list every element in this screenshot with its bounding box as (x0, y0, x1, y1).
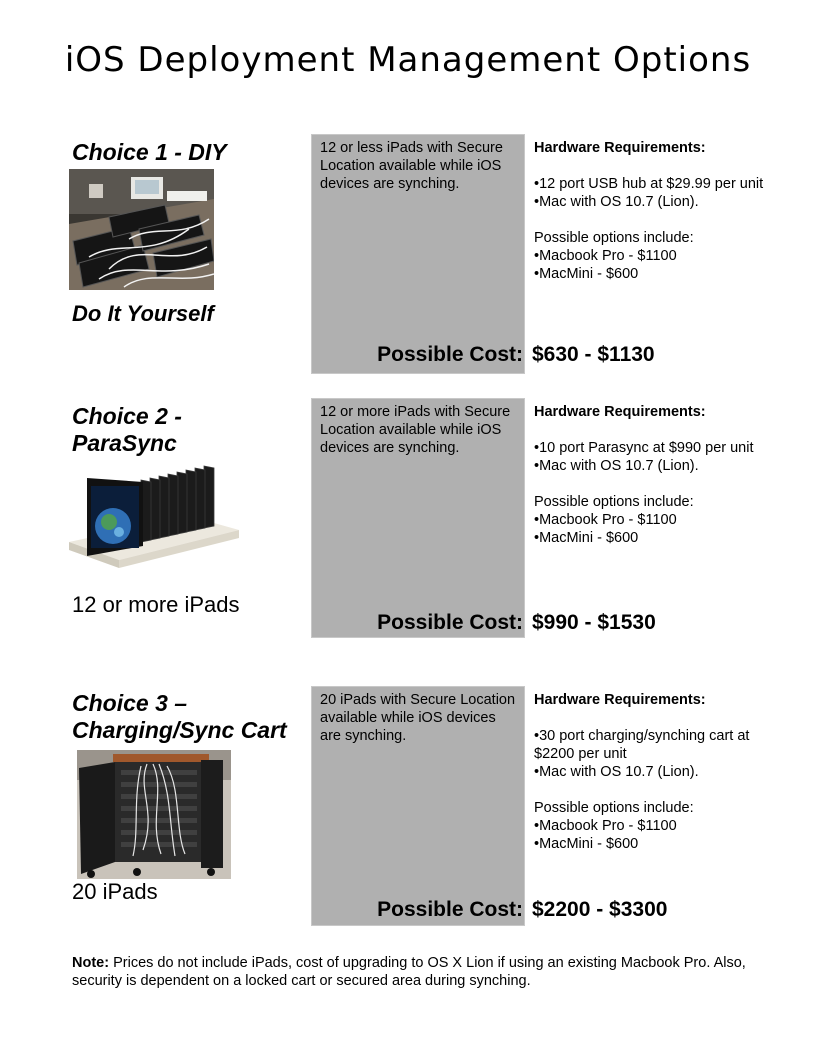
choice-2-description: 12 or more iPads with Secure Location available while iOS devices are synching. (320, 404, 511, 456)
options-label: Possible options include: (534, 800, 694, 816)
cost-label: Possible Cost: (377, 343, 523, 366)
hardware-item: •Mac with OS 10.7 (Lion). (534, 194, 699, 210)
options-label: Possible options include: (534, 230, 694, 246)
cost-label: Possible Cost: (377, 898, 523, 921)
choice-1-cost: $630 - $1130 (532, 343, 655, 366)
hardware-header: Hardware Requirements: (534, 404, 706, 420)
choice-3-cost: $2200 - $3300 (532, 898, 668, 921)
option-item: •MacMini - $600 (534, 266, 639, 282)
parasync-photo (69, 460, 239, 568)
hardware-header: Hardware Requirements: (534, 692, 706, 708)
choice-2-description-box (311, 398, 525, 638)
choice-3-title: Choice 3 – Charging/Sync Cart (72, 690, 287, 743)
option-item: •MacMini - $600 (534, 836, 639, 852)
choice-2-subtitle: 12 or more iPads (72, 592, 240, 617)
page-title: iOS Deployment Management Options (64, 40, 752, 80)
choice-1-description-box (311, 134, 525, 374)
cost-label: Possible Cost: (377, 611, 523, 634)
option-item: •Macbook Pro - $1100 (534, 512, 677, 528)
choice-2-cost: $990 - $1530 (532, 611, 656, 634)
choice-2-title: Choice 2 - ParaSync (72, 403, 182, 456)
hardware-item: •10 port Parasync at $990 per unit (534, 440, 754, 456)
hardware-item: •Mac with OS 10.7 (Lion). (534, 764, 699, 780)
hardware-item: •30 port charging/synching cart at $2200 per unit (534, 728, 750, 762)
note-label: Note: (72, 955, 110, 971)
diy-ipads-photo (69, 169, 214, 290)
note-text: Prices do not include iPads, cost of upgrading to OS X Lion if using an existing Macbook Pro. Also, security is dependent on a locked cart or secured area during synching. (72, 955, 746, 989)
choice-1-title: Choice 1 - DIY (72, 139, 227, 165)
choice-1-subtitle: Do It Yourself (72, 301, 214, 326)
choice-3-subtitle: 20 iPads (72, 879, 158, 904)
option-item: •Macbook Pro - $1100 (534, 818, 677, 834)
choice-2-hardware (534, 403, 764, 547)
option-item: •Macbook Pro - $1100 (534, 248, 677, 264)
hardware-item: •12 port USB hub at $29.99 per unit (534, 176, 764, 192)
choice-3-description-box (311, 686, 525, 926)
options-label: Possible options include: (534, 494, 694, 510)
footnote (72, 954, 762, 990)
option-item: •MacMini - $600 (534, 530, 639, 546)
sync-cart-photo (77, 750, 231, 879)
choice-1-hardware (534, 139, 764, 283)
choice-1-description: 12 or less iPads with Secure Location available while iOS devices are synching. (320, 140, 503, 192)
hardware-header: Hardware Requirements: (534, 140, 706, 156)
choice-3-description: 20 iPads with Secure Location available while iOS devices are synching. (320, 692, 516, 744)
choice-3-hardware (534, 691, 764, 853)
hardware-item: •Mac with OS 10.7 (Lion). (534, 458, 699, 474)
